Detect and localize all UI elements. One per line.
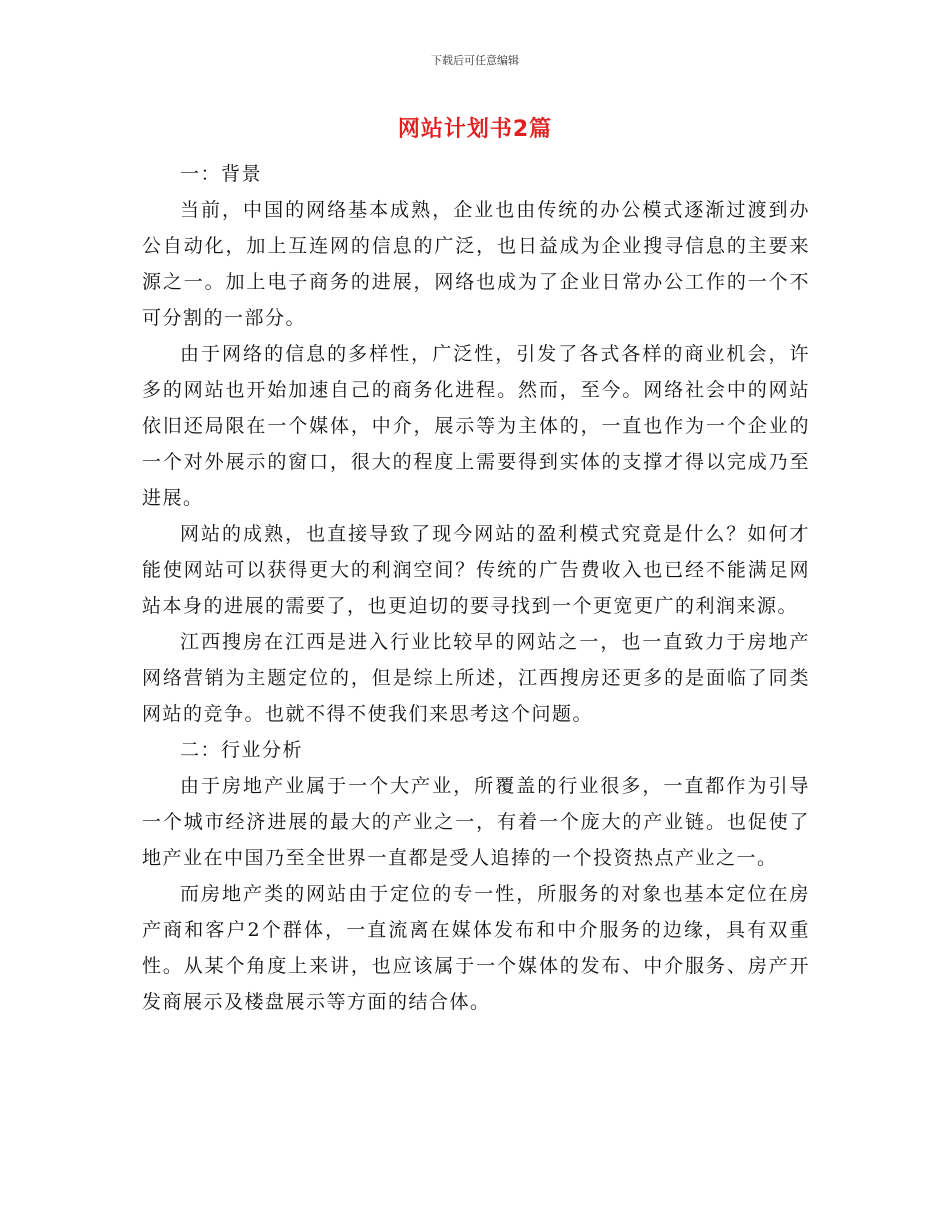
paragraph: 当前，中国的网络基本成熟，企业也由传统的办公模式逐渐过渡到办公自动化，加上互连网的信息的广泛，也日益成为企业搜寻信息的主要来源之一。加上电子商务的进展，网络也成为了企业日常办公工作的一个不可分割的一部分。 [142, 199, 810, 329]
paragraph: 由于房地产业属于一个大产业，所覆盖的行业很多，一直都作为引导一个城市经济进展的最大的产业之一，有着一个庞大的产业链。也促使了地产业在中国乃至全世界一直都是受人追捧的一个投资热点产业之一。 [142, 775, 810, 869]
paragraph: 由于网络的信息的多样性，广泛性，引发了各式各样的商业机会，许多的网站也开始加速自己的商务化进程。然而，至今。网络社会中的网站依旧还局限在一个媒体，中介，展示等为主体的，一直也作为一个企业的一个对外展示的窗口，很大的程度上需要得到实体的支撑才得以完成乃至进展。 [142, 343, 810, 509]
paragraph: 江西搜房在江西是进入行业比较早的网站之一，也一直致力于房地产网络营销为主题定位的，但是综上所述，江西搜房还更多的是面临了同类网站的竞争。也就不得不使我们来思考这个问题。 [142, 631, 810, 725]
header-note: 下载后可任意编辑 [431, 54, 519, 67]
paragraph: 网站的成熟，也直接导致了现今网站的盈利模式究竟是什么？如何才能使网站可以获得更大的利润空间？传统的广告费收入也已经不能满足网站本身的进展的需要了，也更迫切的要寻找到一个更宽更广的利润来源。 [142, 523, 810, 617]
paragraph: 而房地产类的网站由于定位的专一性，所服务的对象也基本定位在房产商和客户2个群体，一直流离在媒体发布和中介服务的边缘，具有双重性。从某个角度上来讲，也应该属于一个媒体的发布、中介服务、房产开发商展示及楼盘展示等方面的结合体。 [142, 883, 810, 1013]
document-title: 网站计划书2篇 [397, 117, 553, 142]
section-heading-background: 一：背景 [180, 163, 263, 185]
document-body [142, 156, 810, 1020]
section-heading-industry-analysis: 二：行业分析 [180, 739, 304, 761]
